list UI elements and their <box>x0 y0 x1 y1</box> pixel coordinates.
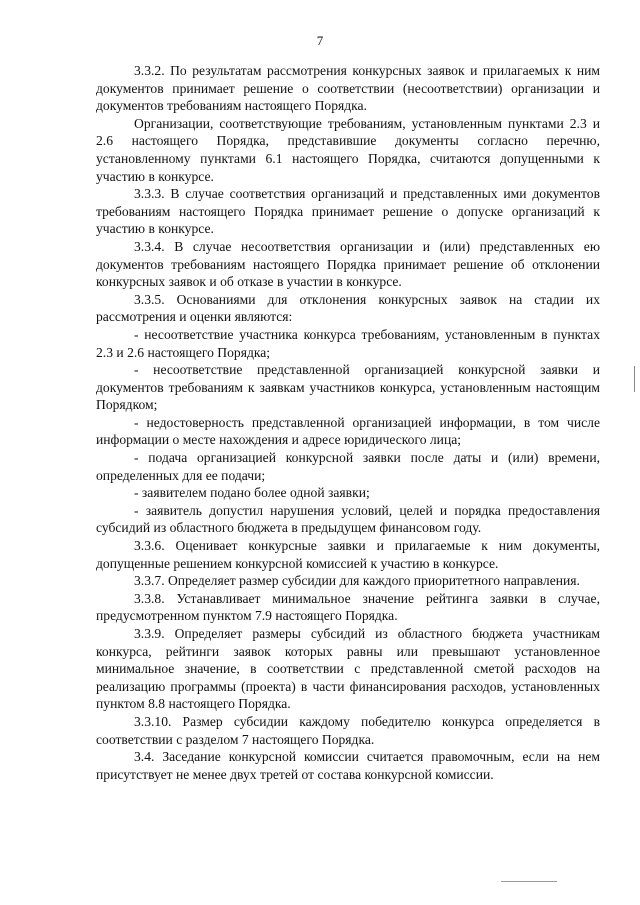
paragraph-3-3-6: 3.3.6. Оценивает конкурсные заявки и прилагаемые к ним документы, допущенные решением конкурсной комиссией к участию в конкурсе. <box>96 538 600 571</box>
paragraph-admitted-organizations: Организации, соответствующие требованиям, установленным пунктами 2.3 и 2.6 настоящего Порядка, представившие документы согласно перечню, установленному пунктами 6.1 настоящего Порядка, считаются допущенными к участию в конкурсе. <box>96 115 600 184</box>
list-item: - недостоверность представленной организацией информации, в том числе информации о месте нахождения и адресе юридического лица; <box>96 414 600 448</box>
paragraph-3-3-9: 3.3.9. Определяет размеры субсидий из областного бюджета участникам конкурса, рейтинги заявок которых равны или превышают установленное минимальное значение, в соответствии с представленной сметой расходов на реализацию программы (проекта) в части финансирования расходов, установленных пунктом 8.8 настоящего Порядка. <box>96 626 600 712</box>
list-item: - подача организацией конкурсной заявки после даты и (или) времени, определенных для ее подачи; <box>96 450 600 483</box>
paragraph-3-3-4: 3.3.4. В случае несоответствия организации и (или) представленных ею документов требованиям настоящего Порядка принимает решение об отклонении конкурсных заявок и об отказе в участии в конкурсе. <box>96 238 600 290</box>
list-item: - несоответствие участника конкурса требованиям, установленным в пунктах 2.3 и 2.6 настоящего Порядка; <box>96 326 600 360</box>
scan-edge-mark <box>634 366 635 392</box>
paragraph-3-3-10: 3.3.10. Размер субсидии каждому победителю конкурса определяется в соответствии с разделом 7 настоящего Порядка. <box>96 713 600 747</box>
list-item: - несоответствие представленной организацией конкурсной заявки и документов требованиям к заявкам участников конкурса, установленным настоящим Порядком; <box>96 362 600 413</box>
list-item: - заявителем подано более одной заявки; <box>134 485 370 501</box>
footer-line <box>501 881 557 882</box>
document-body <box>96 62 600 783</box>
paragraph-3-4: 3.4. Заседание конкурсной комиссии считается правомочным, если на нем присутствует не менее двух третей от состава конкурсной комиссии. <box>96 749 600 782</box>
page-number: 7 <box>316 33 324 48</box>
paragraph-3-3-7: 3.3.7. Определяет размер субсидии для каждого приоритетного направления. <box>134 573 580 589</box>
paragraph-3-3-5: 3.3.5. Основаниями для отклонения конкурсных заявок на стадии их рассмотрения и оценки являются: <box>96 291 600 325</box>
paragraph-3-3-2: 3.3.2. По результатам рассмотрения конкурсных заявок и прилагаемых к ним документов принимает решение о соответствии (несоответствии) организации и документов требованиям настоящего Порядка. <box>96 63 600 114</box>
list-item: - заявитель допустил нарушения условий, целей и порядка предоставления субсидий из областного бюджета в предыдущем финансовом году. <box>96 502 600 536</box>
paragraph-3-3-8: 3.3.8. Устанавливает минимальное значение рейтинга заявки в случае, предусмотренном пунктом 7.9 настоящего Порядка. <box>96 590 600 624</box>
paragraph-3-3-3: 3.3.3. В случае соответствия организаций и представленных ими документов требованиям настоящего Порядка принимает решение о допуске организаций к участию в конкурсе. <box>96 186 600 237</box>
